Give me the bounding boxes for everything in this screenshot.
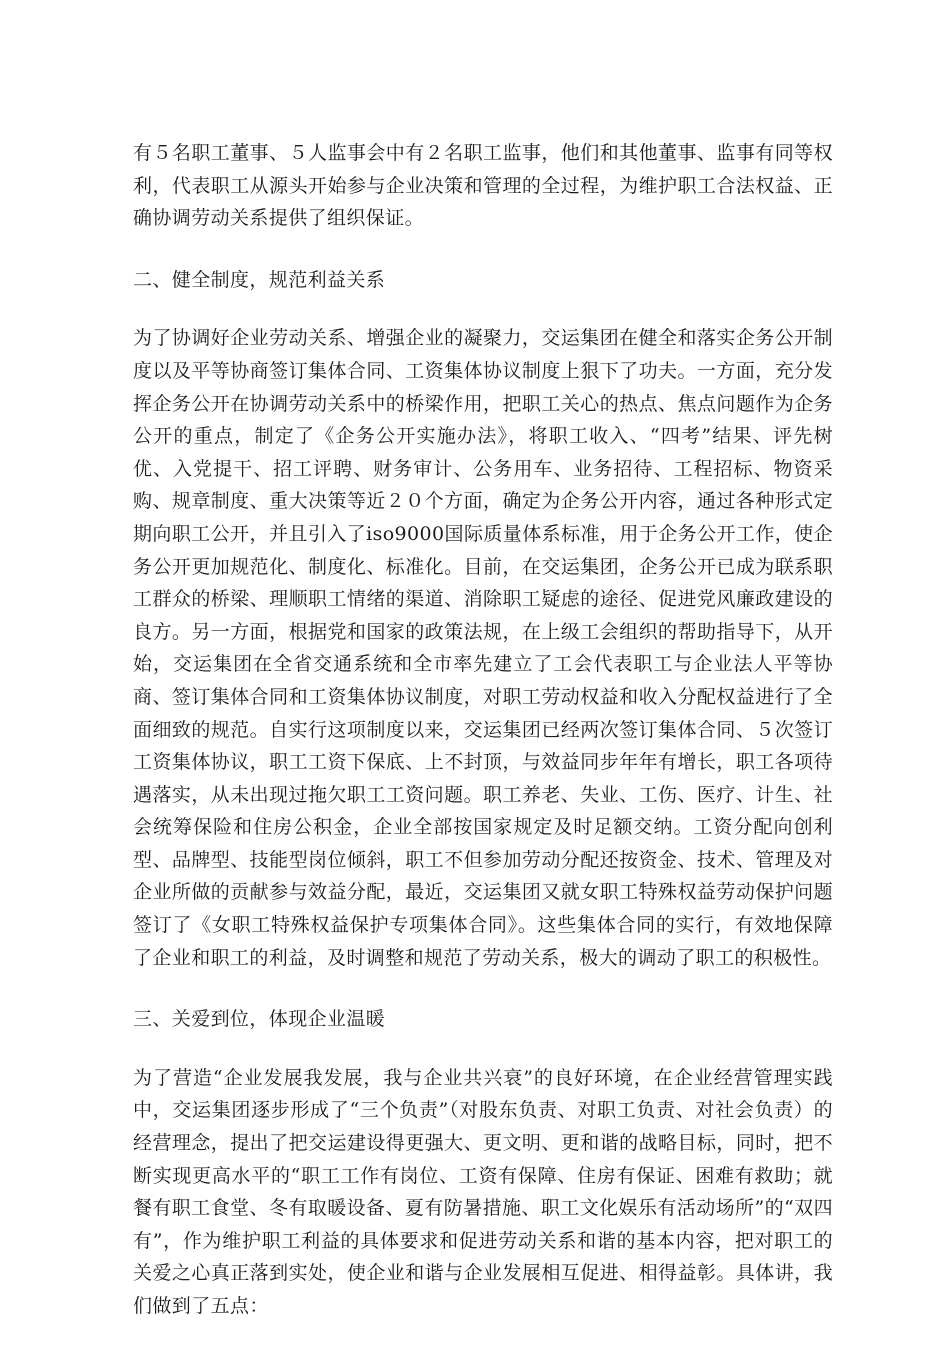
- document-body: [133, 137, 833, 1352]
- paragraph-care-warmth: 为了营造“企业发展我发展，我与企业共兴衰”的良好环境，在企业经营管理实践中，交运集团逐步形成了“三个负责”（对股东负责、对职工负责、对社会负责）的经营理念，提出了把交运建设得更强大、更文明、更和谐的战略目标，同时，把不断实现更高水平的“职工工作有岗位、工资有保障、住房有保证、困难有救助；就餐有职工食堂、冬有取暖设备、夏有防暑措施、职工文化娱乐有活动场所”的“双四有”，作为维护职工利益的具体要求和促进劳动关系和谐的基本内容，把对职工的关爱之心真正落到实处，使企业和谐与企业发展相互促进、相得益彰。具体讲，我们做到了五点：: [133, 1066, 833, 1317]
- paragraph-board-supervisors: 有５名职工董事、５人监事会中有２名职工监事，他们和其他董事、监事有同等权利，代表职工从源头开始参与企业决策和管理的全过程，为维护职工合法权益、正确协调劳动关系提供了组织保证。: [133, 142, 833, 230]
- section-heading-three: 三、关爱到位，体现企业温暖: [133, 1008, 386, 1031]
- paragraph-systems-interests: 为了协调好企业劳动关系、增强企业的凝聚力，交运集团在健全和落实企务公开制度以及平等协商签订集体合同、工资集体协议制度上狠下了功夫。一方面，充分发挥企务公开在协调劳动关系中的桥梁作用，把职工关心的热点、焦点问题作为企务公开的重点，制定了《企务公开实施办法》，将职工收入、“四考”结果、评先树优、入党提干、招工评聘、财务审计、公务用车、业务招待、工程招标、物资采购、规章制度、重大决策等近２０个方面，确定为企务公开内容，通过各种形式定期向职工公开，并且引入了iso9000国际质量体系标准，用于企务公开工作，使企务公开更加规范化、制度化、标准化。目前，在交运集团，企务公开已成为联系职工群众的桥梁、理顺职工情绪的渠道、消除职工疑虑的途径、促进党风廉政建设的良方。另一方面，根据党和国家的政策法规，在上级工会组织的帮助指导下，从开始，交运集团在全省交通系统和全市率先建立了工会代表职工与企业法人平等协商、签订集体合同和工资集体协议制度，对职工劳动权益和收入分配权益进行了全面细致的规范。自实行这项制度以来，交运集团已经两次签订集体合同、５次签订工资集体协议，职工工资下保底、上不封顶，与效益同步年年有增长，职工各项待遇落实，从未出现过拖欠职工工资问题。职工养老、失业、工伤、医疗、计生、社会统筹保险和住房公积金，企业全部按国家规定及时足额交纳。工资分配向创利型、品牌型、技能型岗位倾斜，职工不但参加劳动分配还按资金、技术、管理及对企业所做的贡献参与效益分配，最近，交运集团又就女职工特殊权益劳动保护问题签订了《女职工特殊权益保护专项集体合同》。这些集体合同的实行，有效地保障了企业和职工的利益，及时调整和规范了劳动关系，极大的调动了职工的积极性。: [133, 327, 833, 969]
- section-heading-two: 二、健全制度，规范利益关系: [133, 268, 386, 291]
